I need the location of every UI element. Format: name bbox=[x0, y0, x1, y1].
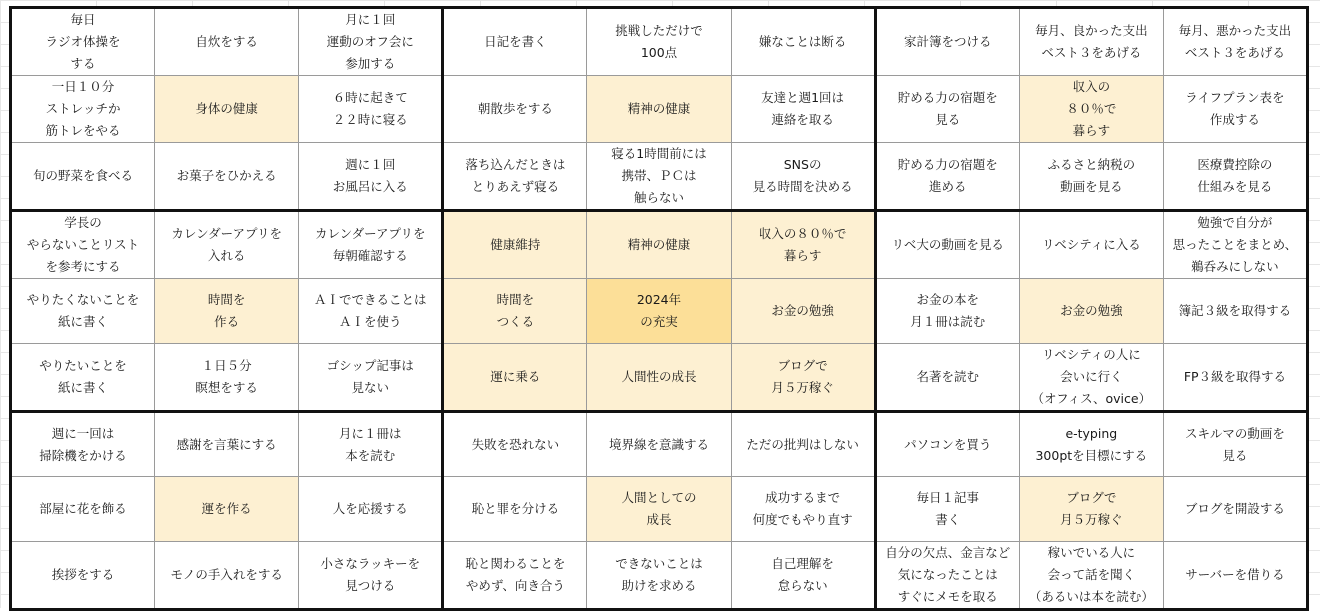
goal-cell[interactable]: 挨拶をする bbox=[11, 542, 155, 610]
goal-cell[interactable]: 月に１回 運動のオフ会に 参加する bbox=[299, 8, 443, 76]
goal-cell[interactable]: 毎日 ラジオ体操を する bbox=[11, 8, 155, 76]
theme-cell[interactable]: ブログで 月５万稼ぐ bbox=[1019, 477, 1163, 542]
goal-cell[interactable]: 週に一回は 掃除機をかける bbox=[11, 412, 155, 477]
goal-cell[interactable]: 感謝を言葉にする bbox=[155, 412, 299, 477]
goal-cell[interactable]: 失敗を恐れない bbox=[443, 412, 587, 477]
goal-cell[interactable]: ふるさと納税の 動画を見る bbox=[1019, 143, 1163, 211]
goal-cell[interactable]: パソコンを買う bbox=[875, 412, 1019, 477]
goal-cell[interactable]: 簿記３級を取得する bbox=[1163, 279, 1307, 344]
theme-cell[interactable]: 時間を つくる bbox=[443, 279, 587, 344]
theme-cell[interactable]: 人間としての 成長 bbox=[587, 477, 731, 542]
goal-cell[interactable]: 毎月、良かった支出 ベスト３をあげる bbox=[1019, 8, 1163, 76]
theme-cell[interactable]: 収入の８０％で 暮らす bbox=[731, 211, 875, 279]
theme-cell[interactable]: お金の勉強 bbox=[1019, 279, 1163, 344]
theme-cell[interactable]: 運を作る bbox=[155, 477, 299, 542]
goal-cell[interactable]: １日５分 瞑想をする bbox=[155, 344, 299, 412]
goal-cell[interactable]: 小さなラッキーを 見つける bbox=[299, 542, 443, 610]
theme-cell[interactable]: ブログで 月５万稼ぐ bbox=[731, 344, 875, 412]
goal-cell[interactable]: 日記を書く bbox=[443, 8, 587, 76]
goal-cell[interactable]: 嫌なことは断る bbox=[731, 8, 875, 76]
goal-cell[interactable]: 毎月、悪かった支出 ベスト３をあげる bbox=[1163, 8, 1307, 76]
goal-cell[interactable]: ＡＩでできることは ＡＩを使う bbox=[299, 279, 443, 344]
goal-cell[interactable]: 寝る1時間前には 携帯、ＰＣは 触らない bbox=[587, 143, 731, 211]
theme-cell[interactable]: 運に乗る bbox=[443, 344, 587, 412]
grid-row bbox=[11, 211, 1308, 279]
goal-cell[interactable]: 恥と関わることを やめず、向き合う bbox=[443, 542, 587, 610]
goal-cell[interactable]: リベシティに入る bbox=[1019, 211, 1163, 279]
goal-cell[interactable]: お金の本を 月１冊は読む bbox=[875, 279, 1019, 344]
theme-cell[interactable]: 健康維持 bbox=[443, 211, 587, 279]
goal-cell[interactable]: 学長の やらないことリスト を参考にする bbox=[11, 211, 155, 279]
goal-cell[interactable]: 挑戦しただけで 100点 bbox=[587, 8, 731, 76]
goal-cell[interactable]: 友達と週1回は 連絡を取る bbox=[731, 76, 875, 143]
theme-cell[interactable]: 人間性の成長 bbox=[587, 344, 731, 412]
goal-cell[interactable]: できないことは 助けを求める bbox=[587, 542, 731, 610]
goal-cell[interactable]: 境界線を意識する bbox=[587, 412, 731, 477]
mandala-chart bbox=[9, 6, 1309, 611]
theme-cell[interactable]: 精神の健康 bbox=[587, 211, 731, 279]
goal-cell[interactable]: やりたくないことを 紙に書く bbox=[11, 279, 155, 344]
goal-cell[interactable]: 一日１０分 ストレッチか 筋トレをやる bbox=[11, 76, 155, 143]
goal-cell[interactable]: 朝散歩をする bbox=[443, 76, 587, 143]
grid-row bbox=[11, 344, 1308, 412]
goal-cell[interactable]: 部屋に花を飾る bbox=[11, 477, 155, 542]
goal-cell[interactable]: お菓子をひかえる bbox=[155, 143, 299, 211]
grid-row bbox=[11, 412, 1308, 477]
grid-row bbox=[11, 76, 1308, 143]
goal-cell[interactable]: 成功するまで 何度でもやり直す bbox=[731, 477, 875, 542]
mandala-grid bbox=[11, 8, 1308, 610]
grid-row bbox=[11, 477, 1308, 542]
goal-cell[interactable]: 自炊をする bbox=[155, 8, 299, 76]
theme-cell[interactable]: 精神の健康 bbox=[587, 76, 731, 143]
goal-cell[interactable]: スキルマの動画を 見る bbox=[1163, 412, 1307, 477]
goal-cell[interactable]: ゴシップ記事は 見ない bbox=[299, 344, 443, 412]
goal-cell[interactable]: リベシティの人に 会いに行く （オフィス、ovice） bbox=[1019, 344, 1163, 412]
goal-cell[interactable]: 自己理解を 怠らない bbox=[731, 542, 875, 610]
goal-cell[interactable]: 旬の野菜を食べる bbox=[11, 143, 155, 211]
goal-cell[interactable]: 週に１回 お風呂に入る bbox=[299, 143, 443, 211]
goal-cell[interactable]: ６時に起きて ２２時に寝る bbox=[299, 76, 443, 143]
goal-cell[interactable]: 月に１冊は 本を読む bbox=[299, 412, 443, 477]
theme-cell[interactable]: 時間を 作る bbox=[155, 279, 299, 344]
grid-row bbox=[11, 143, 1308, 211]
goal-cell[interactable]: 勉強で自分が 思ったことをまとめ、 鵜呑みにしない bbox=[1163, 211, 1307, 279]
goal-cell[interactable]: カレンダーアプリを 毎朝確認する bbox=[299, 211, 443, 279]
goal-cell[interactable]: リベ大の動画を見る bbox=[875, 211, 1019, 279]
theme-cell[interactable]: 収入の ８０％で 暮らす bbox=[1019, 76, 1163, 143]
goal-cell[interactable]: ただの批判はしない bbox=[731, 412, 875, 477]
goal-cell[interactable]: e-typing 300ptを目標にする bbox=[1019, 412, 1163, 477]
grid-row bbox=[11, 8, 1308, 76]
grid-row bbox=[11, 542, 1308, 610]
main-goal-cell[interactable]: 2024年 の充実 bbox=[587, 279, 731, 344]
goal-cell[interactable]: 名著を読む bbox=[875, 344, 1019, 412]
grid-row bbox=[11, 279, 1308, 344]
goal-cell[interactable]: 人を応援する bbox=[299, 477, 443, 542]
goal-cell[interactable]: 医療費控除の 仕組みを見る bbox=[1163, 143, 1307, 211]
goal-cell[interactable]: 貯める力の宿題を 見る bbox=[875, 76, 1019, 143]
goal-cell[interactable]: 家計簿をつける bbox=[875, 8, 1019, 76]
goal-cell[interactable]: ブログを開設する bbox=[1163, 477, 1307, 542]
goal-cell[interactable]: カレンダーアプリを 入れる bbox=[155, 211, 299, 279]
goal-cell[interactable]: 貯める力の宿題を 進める bbox=[875, 143, 1019, 211]
goal-cell[interactable]: ライフプラン表を 作成する bbox=[1163, 76, 1307, 143]
goal-cell[interactable]: 稼いでいる人に 会って話を聞く （あるいは本を読む） bbox=[1019, 542, 1163, 610]
goal-cell[interactable]: 自分の欠点、金言など 気になったことは すぐにメモを取る bbox=[875, 542, 1019, 610]
goal-cell[interactable]: 恥と罪を分ける bbox=[443, 477, 587, 542]
goal-cell[interactable]: モノの手入れをする bbox=[155, 542, 299, 610]
goal-cell[interactable]: サーバーを借りる bbox=[1163, 542, 1307, 610]
goal-cell[interactable]: 毎日１記事 書く bbox=[875, 477, 1019, 542]
goal-cell[interactable]: やりたいことを 紙に書く bbox=[11, 344, 155, 412]
goal-cell[interactable]: SNSの 見る時間を決める bbox=[731, 143, 875, 211]
goal-cell[interactable]: 落ち込んだときは とりあえず寝る bbox=[443, 143, 587, 211]
theme-cell[interactable]: 身体の健康 bbox=[155, 76, 299, 143]
theme-cell[interactable]: お金の勉強 bbox=[731, 279, 875, 344]
goal-cell[interactable]: FP３級を取得する bbox=[1163, 344, 1307, 412]
